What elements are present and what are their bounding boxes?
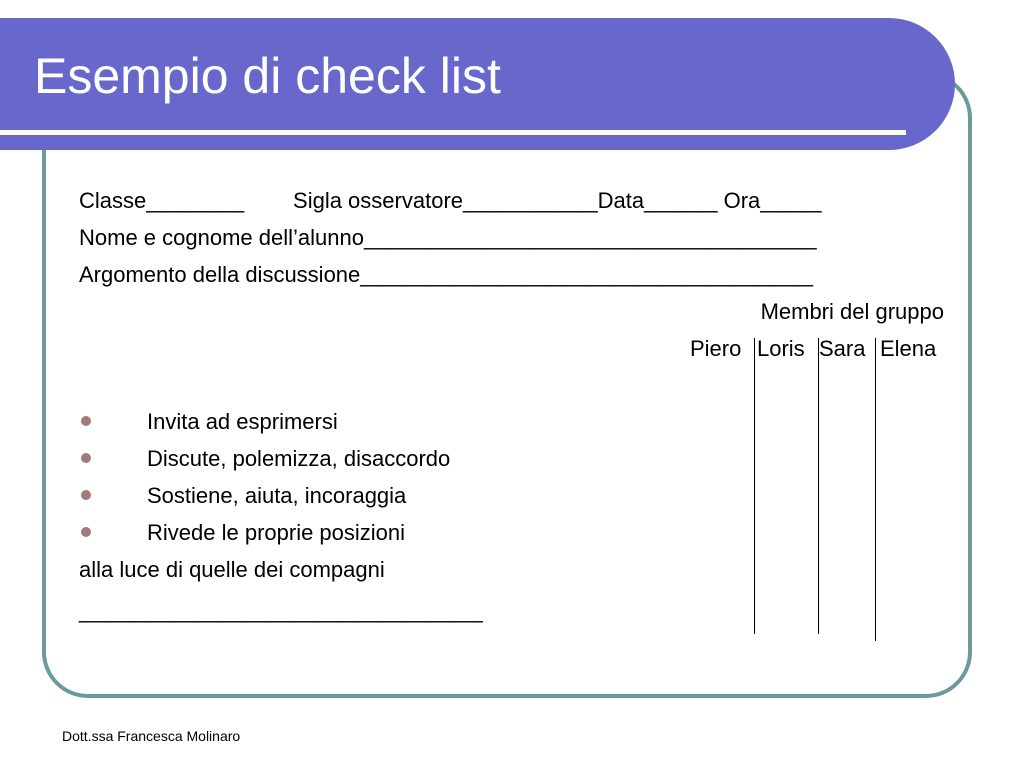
- column-divider: [754, 338, 755, 634]
- checklist-item-continuation: alla luce di quelle dei compagni: [79, 557, 385, 582]
- checklist-item: Rivede le proprie posizioni: [147, 520, 406, 545]
- slide-title: Esempio di check list: [34, 48, 501, 104]
- header-line-topic: Argomento della discussione_____________________________________: [79, 262, 813, 287]
- checklist-item: Sostiene, aiuta, incoraggia: [147, 483, 407, 508]
- footer-author: Dott.ssa Francesca Molinaro: [62, 728, 241, 744]
- bullet-icon: [81, 490, 91, 500]
- header-line-class: Classe________ Sigla osservatore___________Data______ Ora_____: [79, 188, 822, 213]
- checklist-item: Invita ad esprimersi: [147, 409, 338, 434]
- group-heading: Membri del gruppo: [760, 299, 944, 324]
- bullet-icon: [81, 527, 91, 537]
- member-sara: Sara: [819, 336, 866, 361]
- header-line-student: Nome e cognome dell’alunno_____________________________________: [79, 225, 817, 250]
- member-elena: Elena: [880, 336, 937, 361]
- bullet-icon: [81, 453, 91, 463]
- checklist-item: Discute, polemizza, disaccordo: [147, 446, 451, 471]
- bullet-icon: [81, 416, 91, 426]
- blank-line: _________________________________: [79, 598, 483, 623]
- column-divider: [818, 338, 819, 634]
- member-loris: Loris: [757, 336, 805, 361]
- member-piero: Piero: [690, 336, 742, 361]
- column-divider: [875, 338, 876, 641]
- title-underline: [0, 130, 906, 135]
